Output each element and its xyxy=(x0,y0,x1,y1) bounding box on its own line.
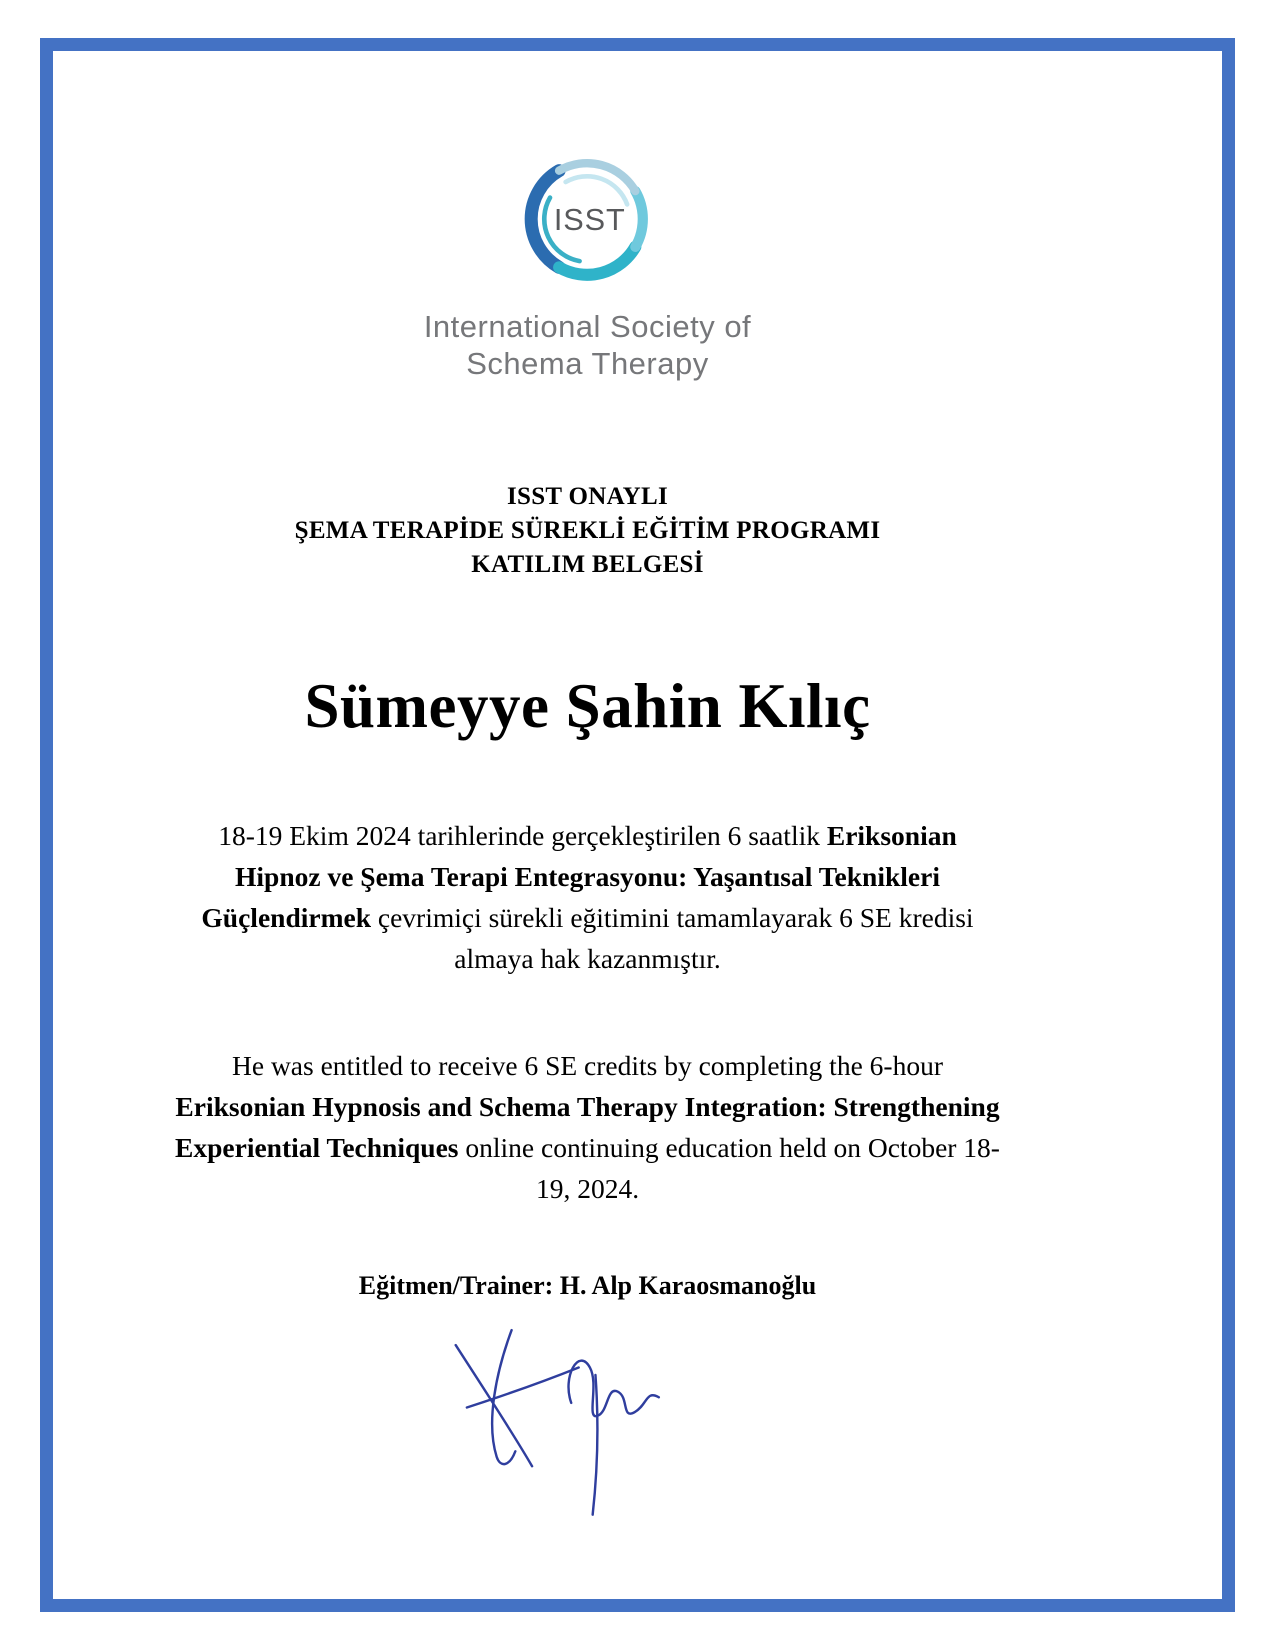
isst-acronym: ISST xyxy=(554,203,627,238)
header-line3: KATILIM BELGESİ xyxy=(471,551,704,578)
certificate-header xyxy=(60,480,1115,582)
trainer-line: Eğitmen/Trainer: H. Alp Karaosmanoğlu xyxy=(358,1271,817,1300)
header-line1: ISST ONAYLI xyxy=(506,483,669,510)
en-text-part1: He was entitled to receive 6 SE credits by completing the 6-hour xyxy=(232,1050,943,1081)
isst-logo xyxy=(424,140,751,382)
tr-text-part3: çevrimiçi sürekli eğitimini tamamlayarak 6 SE kredisi almaya hak kazanmıştır. xyxy=(371,902,974,974)
tr-text-part1: 18-19 Ekim 2024 tarihlerinde gerçekleştirilen 6 saatlik xyxy=(218,820,827,851)
org-name-line1: International Society of xyxy=(423,309,752,344)
header-line2: ŞEMA TERAPİDE SÜREKLİ EĞİTİM PROGRAMI xyxy=(294,517,881,544)
tr-course-title: Eriksonian Hipnoz ve Şema Terapi Entegrasyonu: Yaşantısal Teknikleri Güçlendirmek xyxy=(201,820,957,933)
body-paragraph-english xyxy=(173,1045,1003,1209)
org-name xyxy=(424,308,751,382)
org-name-line2: Schema Therapy xyxy=(466,346,709,381)
isst-logo-circle-icon xyxy=(508,140,666,298)
signature-image xyxy=(438,1319,738,1524)
body-paragraph-turkish xyxy=(173,815,1003,979)
en-course-title: Eriksonian Hypnosis and Schema Therapy Integration: Strengthening Experiential Techniques xyxy=(175,1091,1000,1163)
recipient-name: Sümeyye Şahin Kılıç xyxy=(304,671,871,741)
en-text-part3: online continuing education held on October 18-19, 2024. xyxy=(458,1132,1000,1204)
signature-block xyxy=(60,1319,1115,1529)
